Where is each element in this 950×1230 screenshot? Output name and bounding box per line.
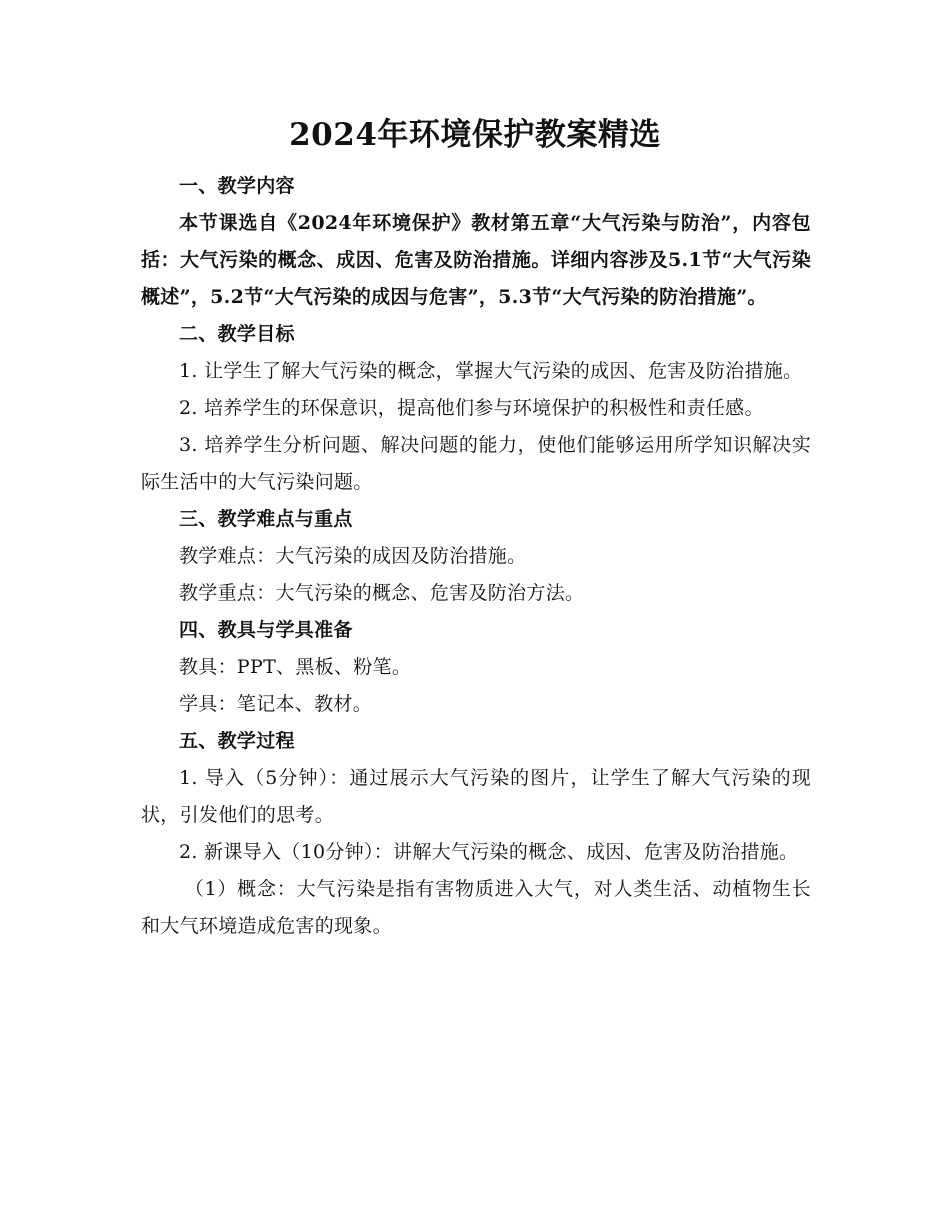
document-title: 2024年环境保护教案精选 xyxy=(289,117,661,153)
paragraph-teacher-materials: 教具：PPT、黑板、粉笔。 xyxy=(179,656,412,678)
document-body xyxy=(141,168,811,945)
paragraph-content-intro: 本节课选自《2024年环境保护》教材第五章“大气污染与防治”，内容包括：大气污染的概念、成因、危害及防治措施。详细内容涉及5.1节“大气污染概述”，5.2节“大气污染的成因与危害”，5.3节“大气污染的防治措施”。 xyxy=(141,212,811,308)
paragraph-focus: 教学重点：大气污染的概念、危害及防治方法。 xyxy=(179,582,585,604)
paragraph-process-1: 1. 导入（5分钟）：通过展示大气污染的图片，让学生了解大气污染的现状，引发他们的思考。 xyxy=(141,767,811,826)
paragraph-difficulty: 教学难点：大气污染的成因及防治措施。 xyxy=(179,545,527,567)
paragraph-process-2-concept: （1）概念：大气污染是指有害物质进入大气，对人类生活、动植物生长和大气环境造成危害的现象。 xyxy=(141,878,811,937)
paragraph-goal-1: 1. 让学生了解大气污染的概念，掌握大气污染的成因、危害及防治措施。 xyxy=(179,360,803,382)
section-heading-materials: 四、教具与学具准备 xyxy=(179,619,353,641)
section-heading-process: 五、教学过程 xyxy=(179,730,295,752)
section-heading-difficulty-focus: 三、教学难点与重点 xyxy=(179,508,353,530)
paragraph-student-materials: 学具：笔记本、教材。 xyxy=(179,693,373,715)
section-heading-teaching-goals: 二、教学目标 xyxy=(179,323,295,345)
paragraph-process-2: 2. 新课导入（10分钟）：讲解大气污染的概念、成因、危害及防治措施。 xyxy=(179,841,799,863)
paragraph-goal-3: 3. 培养学生分析问题、解决问题的能力，使他们能够运用所学知识解决实际生活中的大气污染问题。 xyxy=(141,434,811,493)
paragraph-goal-2: 2. 培养学生的环保意识，提高他们参与环境保护的积极性和责任感。 xyxy=(179,397,764,419)
section-heading-teaching-content: 一、教学内容 xyxy=(179,175,295,197)
